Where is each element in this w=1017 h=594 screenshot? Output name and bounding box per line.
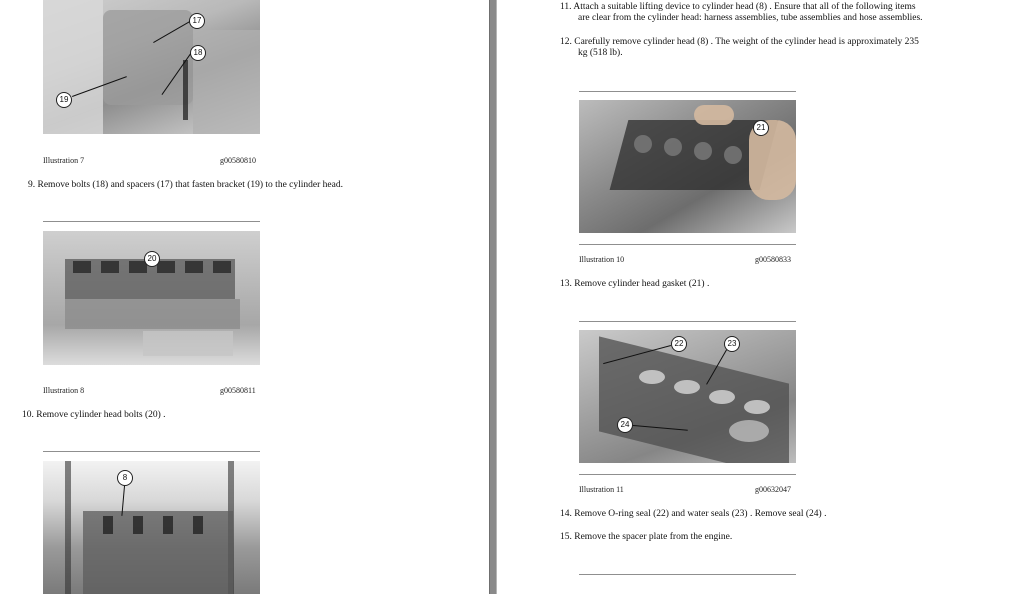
illustration-11-code: g00632047 <box>755 485 791 494</box>
step-12-line1: Carefully remove cylinder head (8) . The weight of the cylinder head is approximately 235 <box>574 37 919 47</box>
separator-rule <box>43 221 260 222</box>
step-12-number: 12. <box>560 37 572 47</box>
callout-8: 8 <box>117 470 133 486</box>
illustration-7-photo <box>43 0 260 134</box>
step-11-line2: are clear from the cylinder head: harness assemblies, tube assemblies and hose assemblies. <box>578 13 923 23</box>
callout-24: 24 <box>617 417 633 433</box>
separator-rule <box>43 451 260 452</box>
step-14-number: 14. <box>560 509 572 519</box>
step-10 <box>22 410 472 421</box>
callout-21: 21 <box>753 120 769 136</box>
illustration-9-photo <box>43 461 260 594</box>
step-12-line2: kg (518 lb). <box>578 48 623 58</box>
illustration-7-caption: Illustration 7 <box>43 156 85 165</box>
callout-22: 22 <box>671 336 687 352</box>
step-9-number: 9. <box>28 180 36 190</box>
illustration-10-photo <box>579 100 796 233</box>
step-13 <box>560 279 1000 290</box>
step-9 <box>28 180 478 191</box>
illustration-11-photo <box>579 330 796 463</box>
separator-rule <box>579 474 796 475</box>
step-15-text: Remove the spacer plate from the engine. <box>574 532 733 542</box>
step-14-text: Remove O-ring seal (22) and water seals (23) . Remove seal (24) . <box>574 509 827 519</box>
page-divider <box>489 0 497 594</box>
step-12 <box>560 37 1000 59</box>
step-9-text: Remove bolts (18) and spacers (17) that fasten bracket (19) to the cylinder head. <box>37 180 343 190</box>
step-11-number: 11. <box>560 2 572 12</box>
callout-19: 19 <box>56 92 72 108</box>
illustration-8-code: g00580811 <box>220 386 256 395</box>
separator-rule <box>579 321 796 322</box>
illustration-10-caption: Illustration 10 <box>579 255 625 264</box>
callout-18: 18 <box>190 45 206 61</box>
callout-20: 20 <box>144 251 160 267</box>
step-10-number: 10. <box>22 410 34 420</box>
step-10-text: Remove cylinder head bolts (20) . <box>36 410 166 420</box>
step-15 <box>560 532 1000 543</box>
separator-rule <box>579 574 796 575</box>
step-15-number: 15. <box>560 532 572 542</box>
illustration-8-caption: Illustration 8 <box>43 386 85 395</box>
illustration-10-code: g00580833 <box>755 255 791 264</box>
callout-17: 17 <box>189 13 205 29</box>
separator-rule <box>579 91 796 92</box>
separator-rule <box>579 244 796 245</box>
step-13-text: Remove cylinder head gasket (21) . <box>574 279 710 289</box>
step-11-line1: Attach a suitable lifting device to cylinder head (8) . Ensure that all of the following items <box>573 2 916 12</box>
step-13-number: 13. <box>560 279 572 289</box>
illustration-11-caption: Illustration 11 <box>579 485 624 494</box>
illustration-7-code: g00580810 <box>220 156 256 165</box>
illustration-8-photo <box>43 231 260 365</box>
step-11 <box>560 2 1000 24</box>
step-14 <box>560 509 1000 520</box>
callout-23: 23 <box>724 336 740 352</box>
